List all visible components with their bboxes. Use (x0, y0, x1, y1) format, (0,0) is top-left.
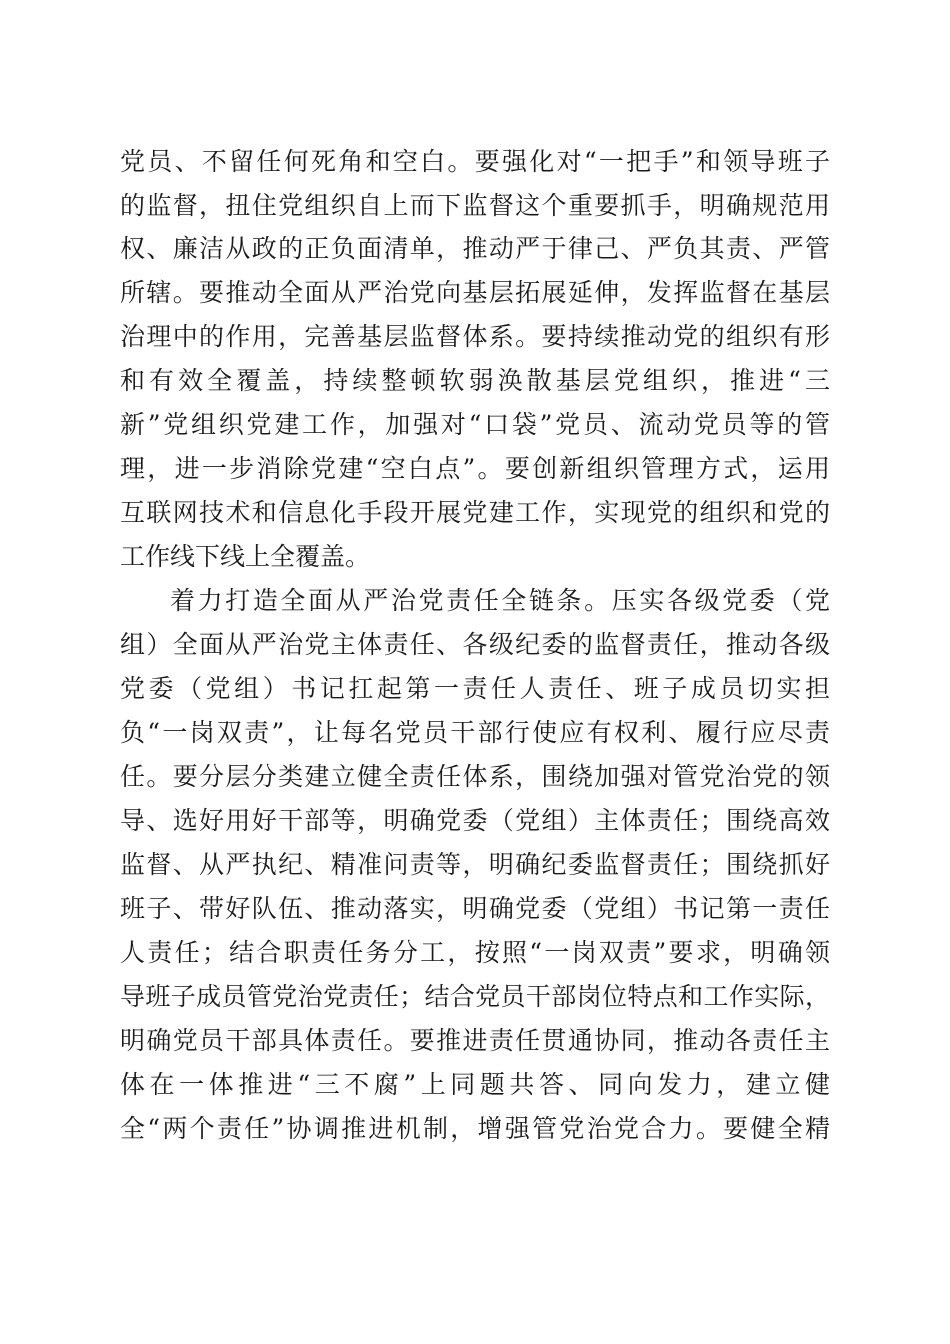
paragraph-2-line-9: 人责任；结合职责任务分工，按照“一岗双责”要求，明确领 (120, 938, 830, 967)
paragraph-1-line-10: 工作线下线上全覆盖。 (120, 542, 371, 571)
paragraph-1-line-5: 治理中的作用，完善基层监督体系。要持续推动党的组织有形 (120, 322, 830, 351)
paragraph-1-line-1: 党员、不留任何死角和空白。要强化对“一把手”和领导班子 (120, 147, 830, 176)
paragraph-2-line-10: 导班子成员管党治党责任；结合党员干部岗位特点和工作实际， (120, 982, 830, 1011)
paragraph-1-line-3: 权、廉洁从政的正负面清单，推动严于律己、严负其责、严管 (120, 234, 830, 263)
paragraph-2-line-12: 体在一体推进“三不腐”上同题共答、同向发力，建立健 (120, 1070, 830, 1099)
paragraph-1-line-4: 所辖。要推动全面从严治党向基层拓展延伸，发挥监督在基层 (120, 278, 830, 307)
paragraph-2-line-7: 监督、从严执纪、精准问责等，明确纪委监督责任；围绕抓好 (120, 850, 830, 879)
paragraph-2-line-3: 党委（党组）书记扛起第一责任人责任、班子成员切实担 (120, 674, 830, 703)
paragraph-1-line-2: 的监督，扭住党组织自上而下监督这个重要抓手，明确规范用 (120, 191, 830, 220)
paragraph-2-line-2: 组）全面从严治党主体责任、各级纪委的监督责任，推动各级 (120, 630, 830, 659)
paragraph-2-line-11: 明确党员干部具体责任。要推进责任贯通协同，推动各责任主 (120, 1026, 830, 1055)
paragraph-2-line-4: 负“一岗双责”，让每名党员干部行使应有权利、履行应尽责 (120, 718, 830, 747)
paragraph-2-line-13: 全“两个责任”协调推进机制，增强管党治党合力。要健全精 (120, 1114, 830, 1143)
paragraph-1-line-8: 理，进一步消除党建“空白点”。要创新组织管理方式，运用 (120, 454, 830, 483)
paragraph-1-line-9: 互联网技术和信息化手段开展党建工作，实现党的组织和党的 (120, 498, 830, 527)
paragraph-1-line-7: 新”党组织党建工作，加强对“口袋”党员、流动党员等的管 (120, 410, 830, 439)
paragraph-2-line-8: 班子、带好队伍、推动落实，明确党委（党组）书记第一责任 (120, 894, 830, 923)
paragraph-2-line-1: 着力打造全面从严治党责任全链条。压实各级党委（党 (170, 586, 830, 615)
paragraph-1-line-6: 和有效全覆盖，持续整顿软弱涣散基层党组织，推进“三 (120, 366, 830, 395)
paragraph-2-line-6: 导、选好用好干部等，明确党委（党组）主体责任；围绕高效 (120, 806, 830, 835)
paragraph-2-line-5: 任。要分层分类建立健全责任体系，围绕加强对管党治党的领 (120, 762, 830, 791)
